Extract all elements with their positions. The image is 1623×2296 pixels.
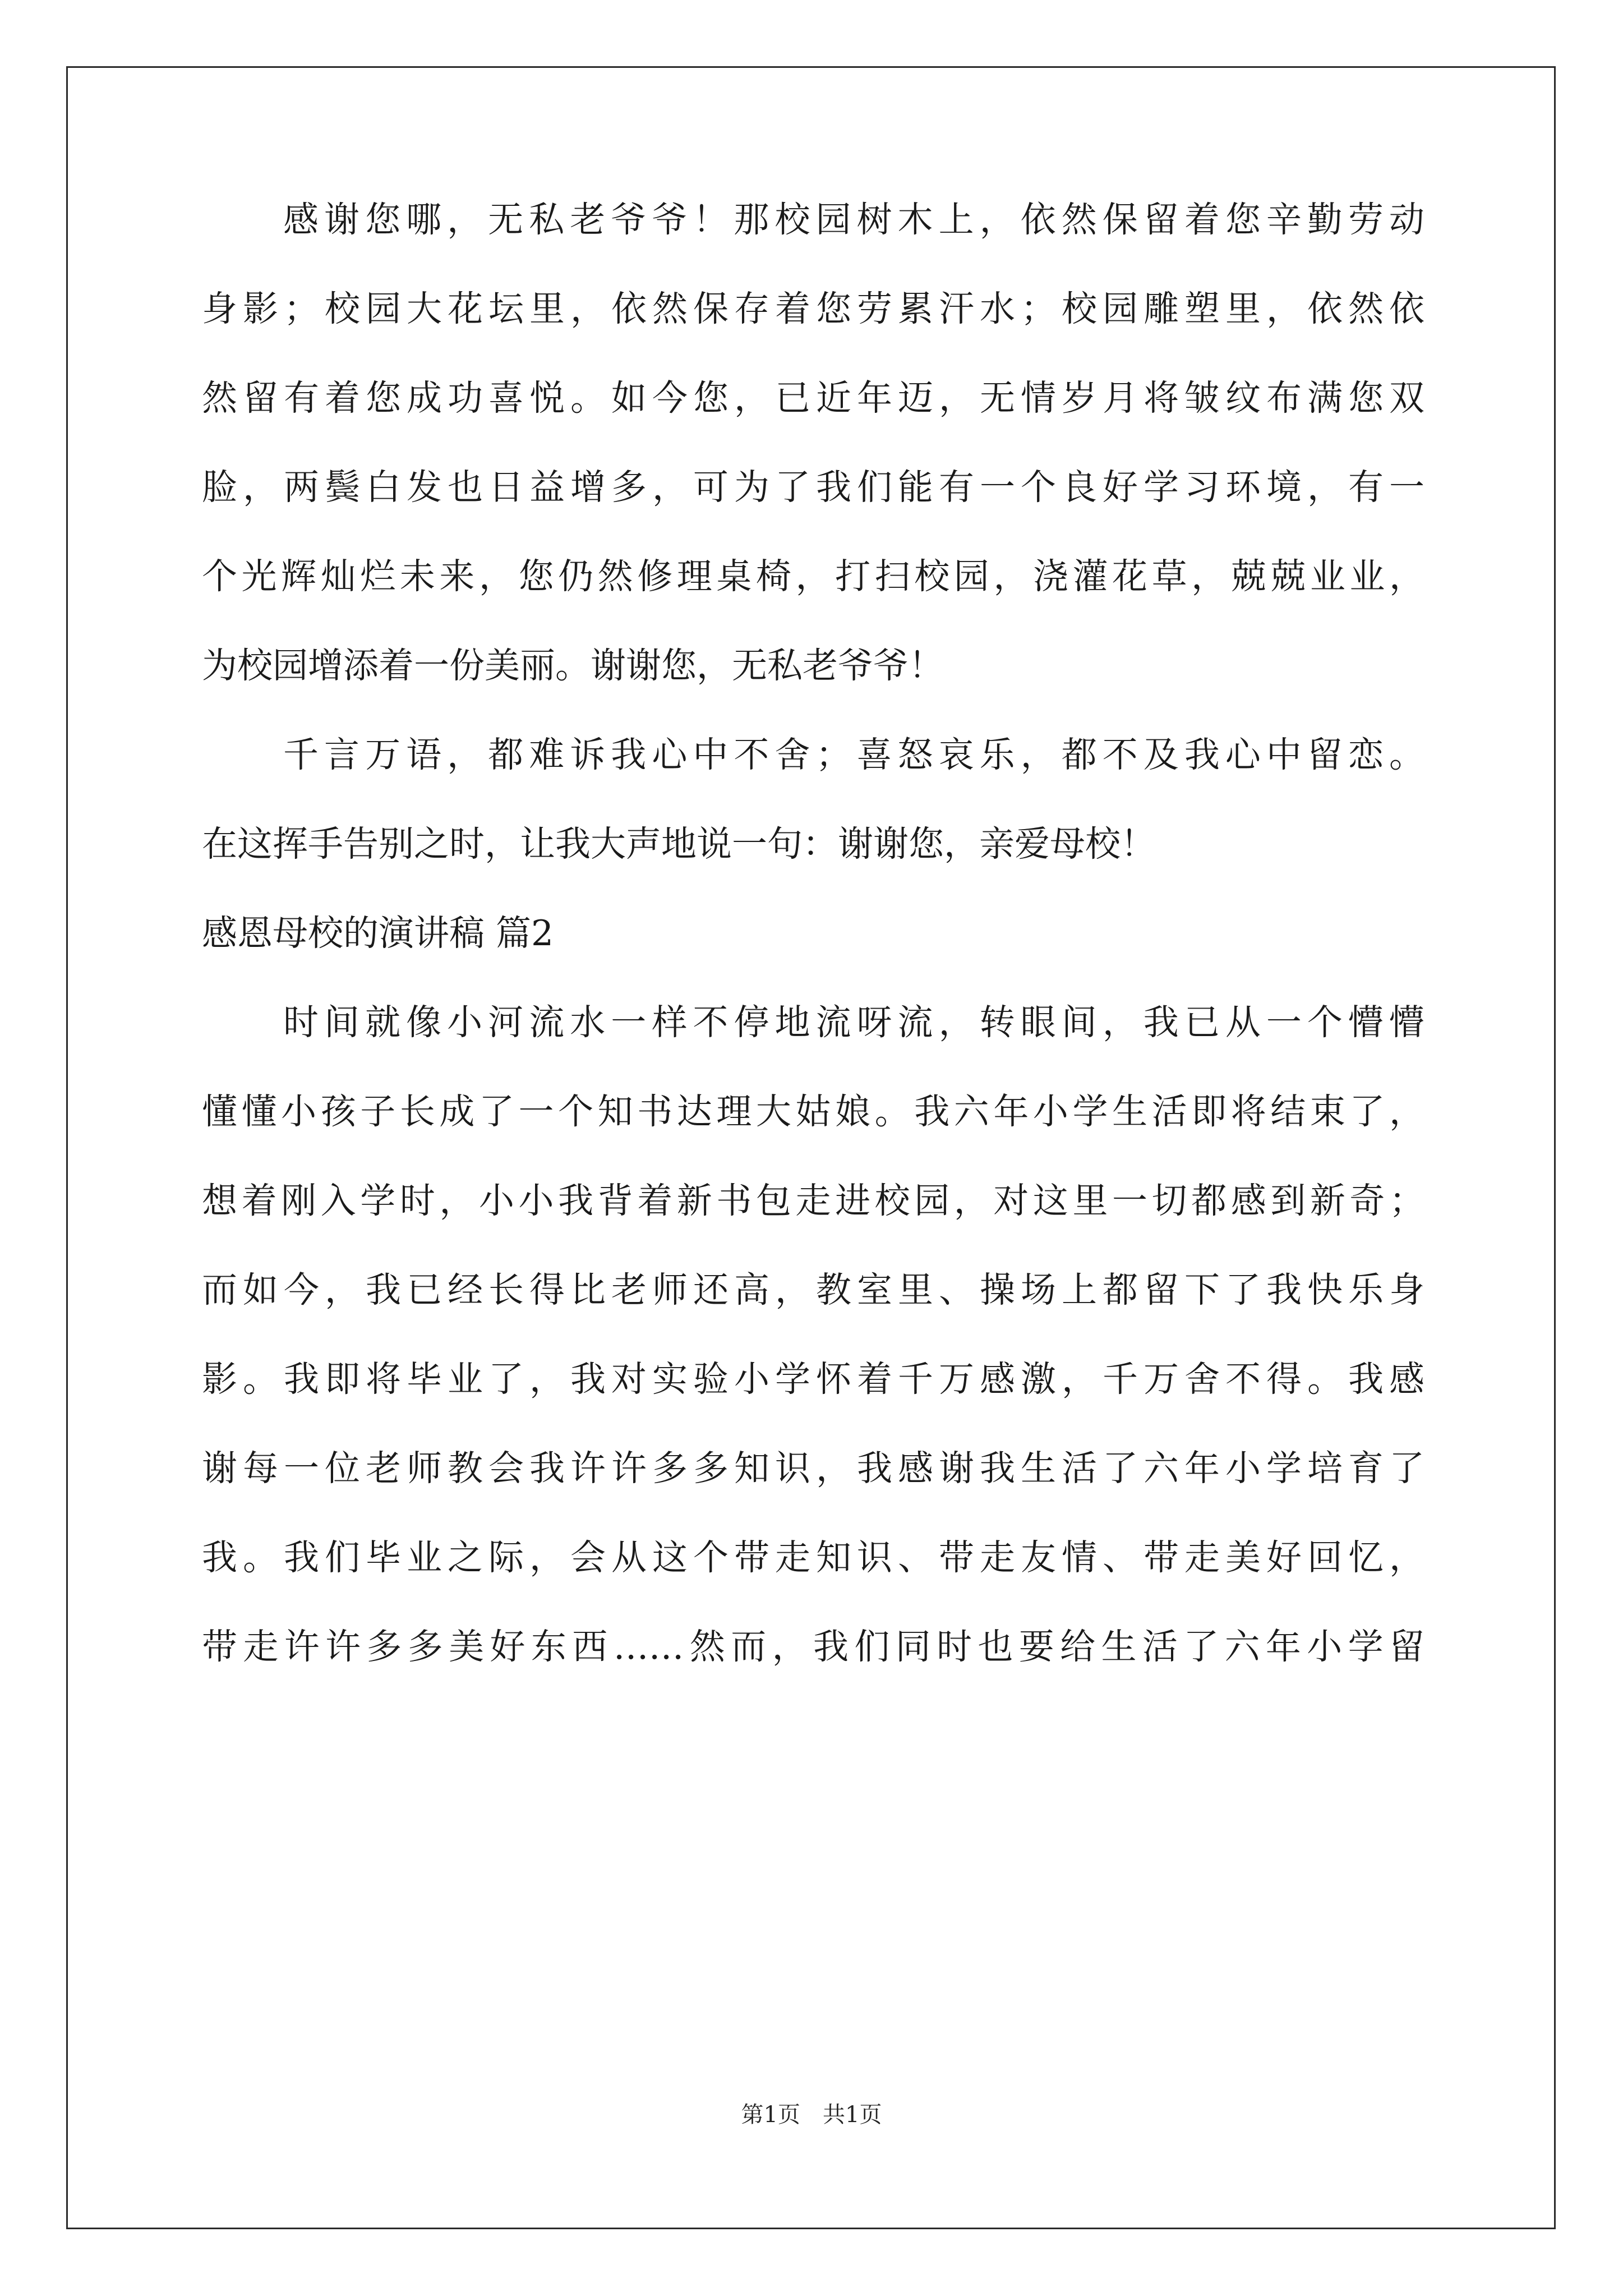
section-heading: 感恩母校的演讲稿 篇2 [202,913,554,954]
page-number: 第1页 [741,2102,800,2128]
paragraph-line: 带走许许多多美好东西……然而，我们同时也要给生活了六年小学留 [202,1626,1424,1667]
paragraph-line: 影。我即将毕业了，我对实验小学怀着千万感激，千万舍不得。我感 [202,1359,1424,1400]
page-footer [0,2102,1623,2127]
paragraph-line: 而如今，我已经长得比老师还高，教室里、操场上都留下了我快乐身 [202,1269,1424,1310]
document-body [202,199,1424,1718]
paragraph-line: 想着刚入学时，小小我背着新书包走进校园，对这里一切都感到新奇； [202,1180,1424,1221]
paragraph-line: 个光辉灿烂未来，您仍然修理桌椅，打扫校园，浇灌花草，兢兢业业， [202,556,1424,597]
paragraph-line: 时间就像小河流水一样不停地流呀流，转眼间，我已从一个懵懵 [283,1002,1424,1043]
paragraph-line: 在这挥手告别之时，让我大声地说一句：谢谢您，亲爱母校！ [202,823,1156,864]
paragraph-line: 我。我们毕业之际，会从这个带走知识、带走友情、带走美好回忆， [202,1537,1424,1578]
paragraph-line: 谢每一位老师教会我许许多多知识，我感谢我生活了六年小学培育了 [202,1448,1424,1489]
paragraph-line: 然留有着您成功喜悦。如今您，已近年迈，无情岁月将皱纹布满您双 [202,378,1424,418]
paragraph-line: 感谢您哪，无私老爷爷！那校园树木上，依然保留着您辛勤劳动 [283,199,1424,240]
page-total: 共1页 [823,2102,882,2128]
paragraph-line: 懂懂小孩子长成了一个知书达理大姑娘。我六年小学生活即将结束了， [202,1091,1424,1132]
paragraph-line: 身影；校园大花坛里，依然保存着您劳累汗水；校园雕塑里，依然依 [202,288,1424,329]
paragraph-line: 千言万语，都难诉我心中不舍；喜怒哀乐，都不及我心中留恋。 [283,734,1424,775]
paragraph-line: 脸，两鬓白发也日益增多，可为了我们能有一个良好学习环境，有一 [202,467,1424,508]
paragraph-line: 为校园增添着一份美丽。谢谢您，无私老爷爷！ [202,645,944,686]
